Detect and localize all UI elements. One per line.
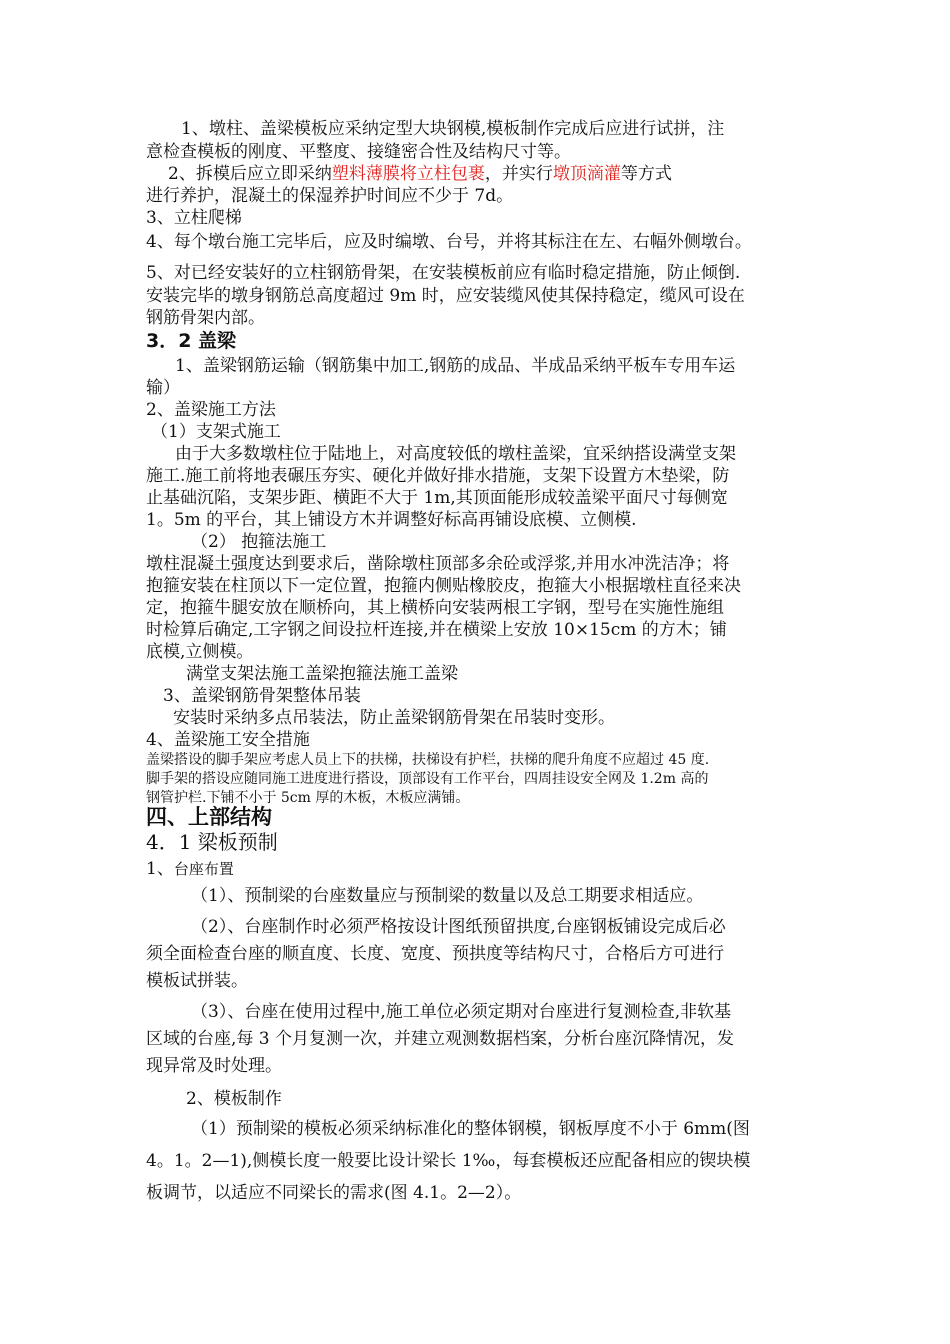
paragraph-line: 抱箍安装在柱顶以下一定位置，抱箍内侧贴橡胶皮，抱箍大小根据墩柱直径来决 [146, 576, 741, 596]
paragraph-line: 钢管护栏.下铺不小于 5cm 厚的木板，木板应满铺。 [146, 790, 470, 806]
section-heading: 3．2 盖梁 [146, 330, 237, 352]
paragraph-line: 5、对已经安装好的立柱钢筋骨架，在安装模板前应有临时稳定措施，防止倾倒. [146, 263, 741, 283]
paragraph-line: （3）、台座在使用过程中,施工单位必须定期对台座进行复测检查,非软基 [191, 1002, 732, 1022]
text-segment: 2、拆模后应立即采纳 [168, 164, 332, 184]
paragraph-line: 止基础沉陷，支架步距、横距不大于 1m,其顶面能形成较盖梁平面尺寸每侧宽 [146, 488, 728, 508]
list-item: 4、每个墩台施工完毕后，应及时编墩、台号，并将其标注在左、右幅外侧墩台。 [146, 232, 752, 252]
list-item: （2） 抱箍法施工 [191, 532, 327, 552]
chapter-heading: 四、上部结构 [146, 805, 272, 829]
text-segment: 等方式 [620, 164, 672, 184]
highlighted-text: 塑料薄膜将立柱包裹 [331, 164, 485, 184]
paragraph-line: （1）预制梁的模板必须采纳标准化的整体钢模，钢板厚度不小于 6mm(图 [191, 1119, 750, 1139]
paragraph-line: 区域的台座,每 3 个月复测一次，并建立观测数据档案，分析台座沉降情况，发 [146, 1029, 735, 1049]
paragraph-line: 安装时采纳多点吊装法，防止盖梁钢筋骨架在吊装时变形。 [173, 708, 615, 728]
paragraph-line: （2）、台座制作时必须严格按设计图纸预留拱度,台座钢板铺设完成后必 [191, 917, 726, 937]
paragraph-line: 须全面检查台座的顺直度、长度、宽度、预拱度等结构尺寸，合格后方可进行 [146, 944, 724, 964]
paragraph-line: 输） [146, 378, 180, 398]
paragraph-line: 安装完毕的墩身钢筋总高度超过 9m 时，应安装缆风使其保持稳定，缆风可设在 [146, 286, 745, 306]
paragraph-line: 1、墩柱、盖梁模板应采纳定型大块钢模,模板制作完成后应进行试拼，注 [181, 119, 725, 139]
highlighted-text: 墩顶滴灌 [552, 164, 621, 184]
list-item [146, 858, 234, 880]
list-item: 2、模板制作 [186, 1089, 282, 1109]
paragraph-line: 现异常及时处理。 [146, 1056, 282, 1076]
paragraph-line: 由于大多数墩柱位于陆地上，对高度较低的墩柱盖梁，宜采纳搭设满堂支架 [175, 444, 736, 464]
text-segment: ，并实行 [484, 164, 553, 184]
list-item: （1）支架式施工 [151, 422, 281, 442]
paragraph-line: 进行养护，混凝土的保湿养护时间应不少于 7d。 [146, 186, 514, 206]
paragraph-line: 1。5m 的平台，其上铺设方木并调整好标高再铺设底模、立侧模. [146, 510, 637, 530]
paragraph-line: 意检查模板的刚度、平整度、接缝密合性及结构尺寸等。 [146, 142, 571, 162]
paragraph-line: （1）、预制梁的台座数量应与预制梁的数量以及总工期要求相适应。 [191, 886, 704, 906]
paragraph-line: 时检算后确定,工字钢之间设拉杆连接,并在横梁上安放 10×15cm 的方木；铺 [146, 620, 727, 640]
section-heading: 4．1 梁板预制 [146, 830, 278, 854]
paragraph-line: 板调节，以适应不同梁长的需求(图 4.1。2—2）。 [146, 1183, 522, 1203]
paragraph-line: 施工.施工前将地表碾压夯实、硬化并做好排水措施，支架下设置方木垫梁，防 [146, 466, 730, 486]
paragraph-line: 底模,立侧模。 [146, 642, 254, 662]
list-label: 台座布置 [173, 860, 234, 878]
paragraph-line: 满堂支架法施工盖梁抱箍法施工盖梁 [186, 664, 458, 684]
paragraph-line: 墩柱混凝土强度达到要求后，凿除墩柱顶部多余砼或浮浆,并用水冲洗洁净；将 [146, 554, 730, 574]
list-item: 2、盖梁施工方法 [146, 400, 276, 420]
paragraph-line: 定，抱箍牛腿安放在顺桥向，其上横桥向安装两根工字钢，型号在实施性施组 [146, 598, 724, 618]
list-item: 3、盖梁钢筋骨架整体吊装 [163, 686, 361, 706]
paragraph-line: 模板试拼装。 [146, 971, 248, 991]
paragraph-line: 脚手架的搭设应随同施工进度进行搭设，顶部设有工作平台，四周挂设安全网及 1.2m 高的 [146, 771, 709, 787]
paragraph-line: 盖梁搭设的脚手架应考虑人员上下的扶梯，扶梯设有护栏，扶梯的爬升角度不应超过 45 度. [146, 752, 710, 768]
list-item: 3、立柱爬梯 [146, 208, 242, 228]
list-item: 4、盖梁施工安全措施 [146, 730, 310, 750]
paragraph-line: 钢筋骨架内部。 [146, 308, 265, 328]
paragraph-line: 4。1。2—1),侧模长度一般要比设计梁长 1‰，每套模板还应配备相应的锲块模 [146, 1151, 751, 1171]
list-number: 1、 [146, 859, 174, 879]
paragraph-line: 1、盖梁钢筋运输（钢筋集中加工,钢筋的成品、半成品采纳平板车专用车运 [175, 356, 736, 376]
mixed-color-line [168, 163, 672, 185]
